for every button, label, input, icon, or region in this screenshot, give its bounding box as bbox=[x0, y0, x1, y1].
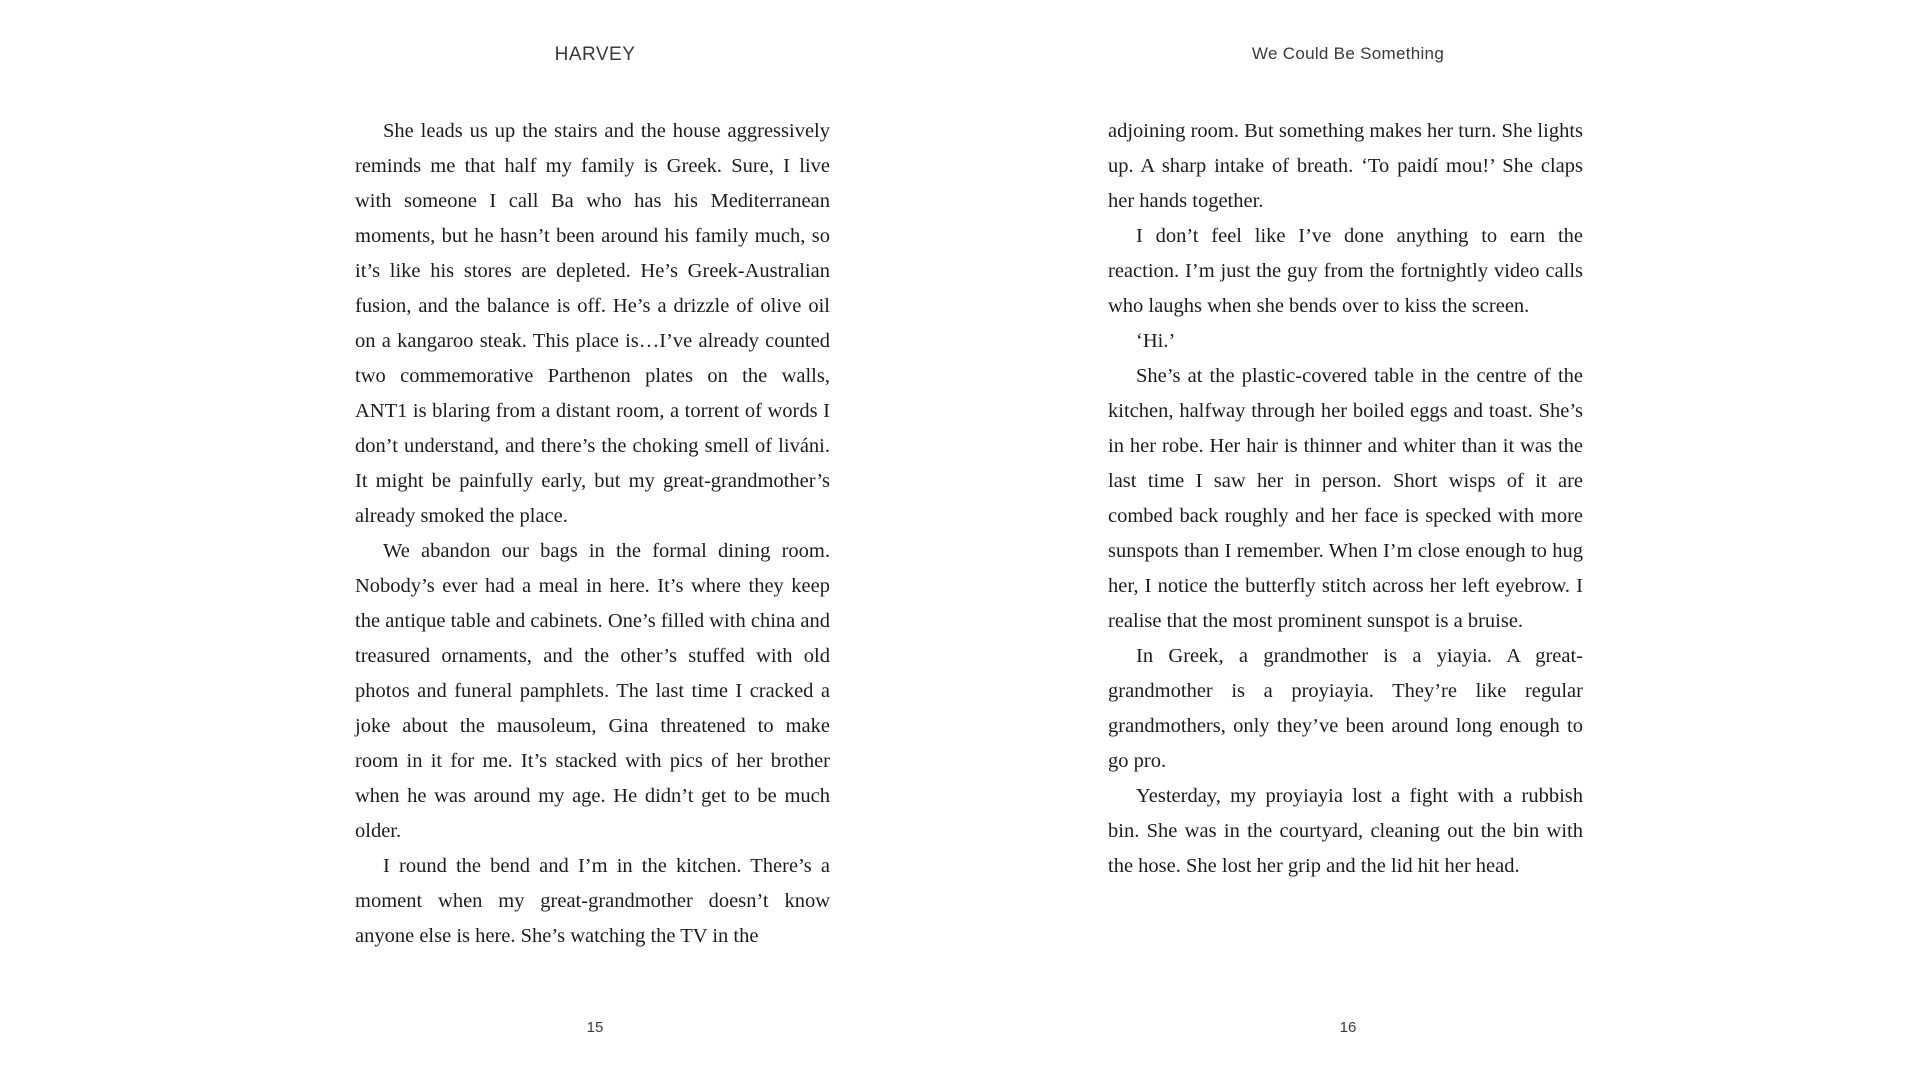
paragraph: In Greek, a grandmother is a yiayia. A great-grandmother is a proyiayia. They’re like regular grandmothers, only they’ve been around long enough to go pro. bbox=[1108, 645, 1583, 772]
running-head-author: HARVEY bbox=[554, 44, 636, 65]
left-page bbox=[355, 0, 835, 1080]
paragraph: She’s at the plastic-covered table in the centre of the kitchen, halfway through her boiled eggs and toast. She’s in her robe. Her hair is thinner and whiter than it was the last time I saw her in person. Short wisps of it are combed back roughly and her face is specked with more sunspots than I remember. When I’m close enough to hug her, I notice the butterfly stitch across her left eyebrow. I realise that the most prominent sunspot is a bruise. bbox=[1108, 365, 1583, 632]
paragraph-continuation: adjoining room. But something makes her turn. She lights up. A sharp intake of breath. ‘To paidí mou!’ She claps her hands together. bbox=[1108, 120, 1583, 212]
right-page bbox=[1108, 0, 1588, 1080]
paragraph: I round the bend and I’m in the kitchen. There’s a moment when my great-grandmother doesn’t know anyone else is here. She’s watching the TV in the bbox=[355, 855, 830, 947]
paragraph: ‘Hi.’ bbox=[1136, 330, 1176, 352]
page-number: 15 bbox=[586, 1019, 604, 1036]
paragraph: She leads us up the stairs and the house aggressively reminds me that half my family is Greek. Sure, I live with someone I call Ba who has his Mediterranean moments, but he hasn’t been around his family much, so it’s like his stores are depleted. He’s Greek-Australian fusion, and the balance is off. He’s a drizzle of olive oil on a kangaroo steak. This place is…I’ve already counted two commemorative Parthenon plates on the walls, ANT1 is blaring from a distant room, a torrent of words I don’t understand, and there’s the choking smell of liváni. It might be painfully early, but my great-grandmother’s already smoked the place. bbox=[355, 120, 830, 527]
running-head-title: We Could Be Something bbox=[1251, 44, 1445, 63]
paragraph: I don’t feel like I’ve done anything to earn the reaction. I’m just the guy from the fortnightly video calls who laughs when she bends over to kiss the screen. bbox=[1108, 225, 1583, 317]
right-page-body bbox=[1108, 114, 1583, 884]
left-page-body bbox=[355, 114, 830, 954]
page-number: 16 bbox=[1339, 1019, 1357, 1036]
paragraph: We abandon our bags in the formal dining room. Nobody’s ever had a meal in here. It’s where they keep the antique table and cabinets. One’s filled with china and treasured ornaments, and the other’s stuffed with old photos and funeral pamphlets. The last time I cracked a joke about the mausoleum, Gina threatened to make room in it for me. It’s stacked with pics of her brother when he was around my age. He didn’t get to be much older. bbox=[355, 540, 830, 842]
paragraph: Yesterday, my proyiayia lost a fight with a rubbish bin. She was in the courtyard, cleaning out the bin with the hose. She lost her grip and the lid hit her head. bbox=[1108, 785, 1583, 877]
